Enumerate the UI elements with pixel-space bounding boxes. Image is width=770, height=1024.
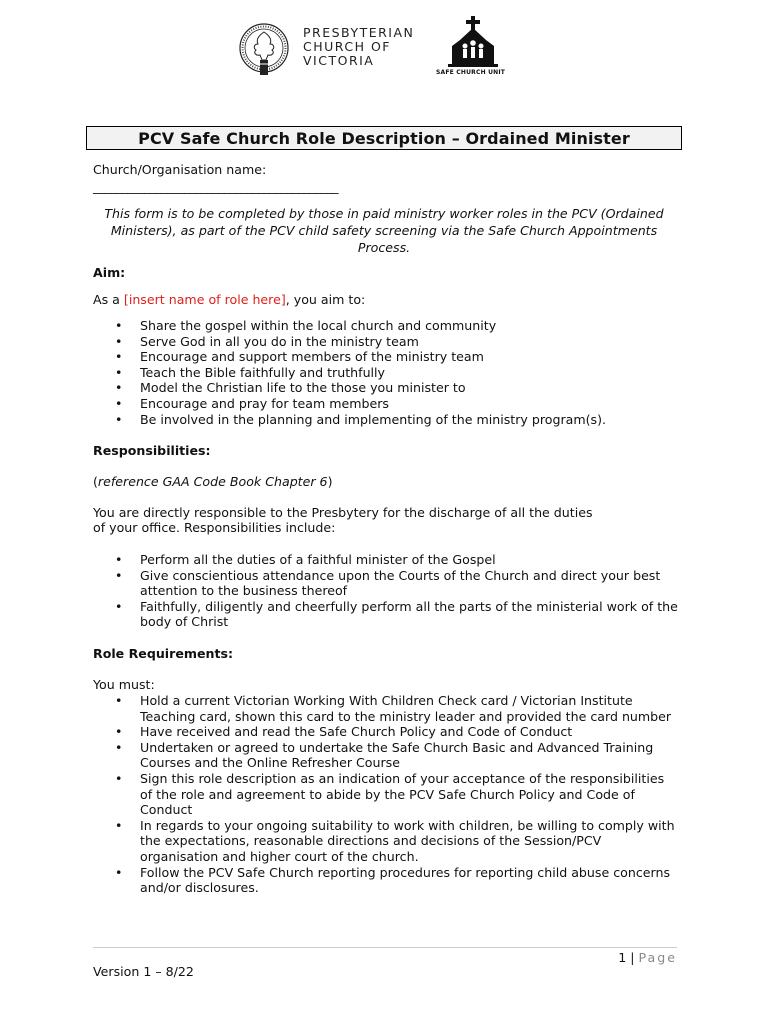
aim-lead-before: As a [93,292,124,307]
safe-church-unit-label: SAFE CHURCH UNIT [436,69,506,76]
list-item: • Teach the Bible faithfully and truthfully [93,365,680,381]
list-item: • Serve God in all you do in the ministry team [93,334,680,350]
aim-lead [93,292,365,308]
list-item: • Sign this role description as an indication of your acceptance of the responsibilities of the role and agreement to abide by the PCV Safe Church Policy and Code of Conduct [93,771,680,818]
page-number-value: 1 [618,950,627,965]
page-title-box [86,126,682,150]
requirements-list [93,693,680,896]
responsibilities-intro-line-1: You are directly responsible to the Presbytery for the discharge of all the duties [93,505,593,520]
page-number [560,950,677,965]
safe-church-unit-icon [448,16,498,68]
intro-paragraph: This form is to be completed by those in paid ministry worker roles in the PCV (Ordained Ministers), as part of the PCV child safety screening via the Safe Church Appointments Process. [104,206,664,255]
footer-divider [93,947,677,948]
church-name-line: ___________________________________________ [93,179,338,194]
page-title: PCV Safe Church Role Description – Ordained Minister [138,128,630,148]
aim-list [93,318,680,427]
responsibilities-heading: Responsibilities: [93,443,211,458]
list-item: • Share the gospel within the local church and community [93,318,680,334]
page-separator: | [630,950,635,965]
pcv-seal-logo [238,20,290,78]
aim-lead-after: , you aim to: [285,292,366,307]
list-item: • In regards to your ongoing suitability to work with children, be willing to comply with the expectations, reasonable directions and decisions of the Session/PCV organisation and higher court of the church. [93,818,680,865]
responsibilities-list [93,552,680,630]
list-item: • Encourage and support members of the ministry team [93,349,680,365]
list-item: • Undertaken or agreed to undertake the Safe Church Basic and Advanced Training Courses and the Online Refresher Course [93,740,680,771]
org-line-3: VICTORIA [303,53,375,68]
list-item: • Be involved in the planning and implementing of the ministry program(s). [93,412,680,428]
page-label: Page [638,950,677,965]
version-label: Version 1 – 8/22 [93,964,194,979]
pcv-wordmark [303,26,414,68]
gaa-reference: (reference GAA Code Book Chapter 6) [93,474,333,489]
list-item: • Encourage and pray for team members [93,396,680,412]
list-item: • Give conscientious attendance upon the Courts of the Church and direct your best attention to the business thereof [93,568,680,599]
church-name-label: Church/Organisation name: [93,162,267,177]
responsibilities-intro-line-2: of your office. Responsibilities include: [93,520,336,535]
role-placeholder: [insert name of role here] [123,292,286,307]
org-line-2: CHURCH OF [303,39,391,54]
list-item: • Have received and read the Safe Church Policy and Code of Conduct [93,724,680,740]
list-item: • Model the Christian life to the those you minister to [93,380,680,396]
list-item: • Perform all the duties of a faithful minister of the Gospel [93,552,680,568]
requirements-heading: Role Requirements: [93,646,234,661]
list-item: • Follow the PCV Safe Church reporting procedures for reporting child abuse concerns and/or disclosures. [93,865,680,896]
gaa-reference-text: reference GAA Code Book Chapter 6 [97,474,328,489]
aim-heading: Aim: [93,265,126,280]
list-item: • Hold a current Victorian Working With Children Check card / Victorian Institute Teaching card, shown this card to the ministry leader and provided the card number [93,693,680,724]
requirements-lead: You must: [93,677,155,692]
list-item: • Faithfully, diligently and cheerfully perform all the parts of the ministerial work of the body of Christ [93,599,680,630]
org-line-1: PRESBYTERIAN [303,25,415,40]
